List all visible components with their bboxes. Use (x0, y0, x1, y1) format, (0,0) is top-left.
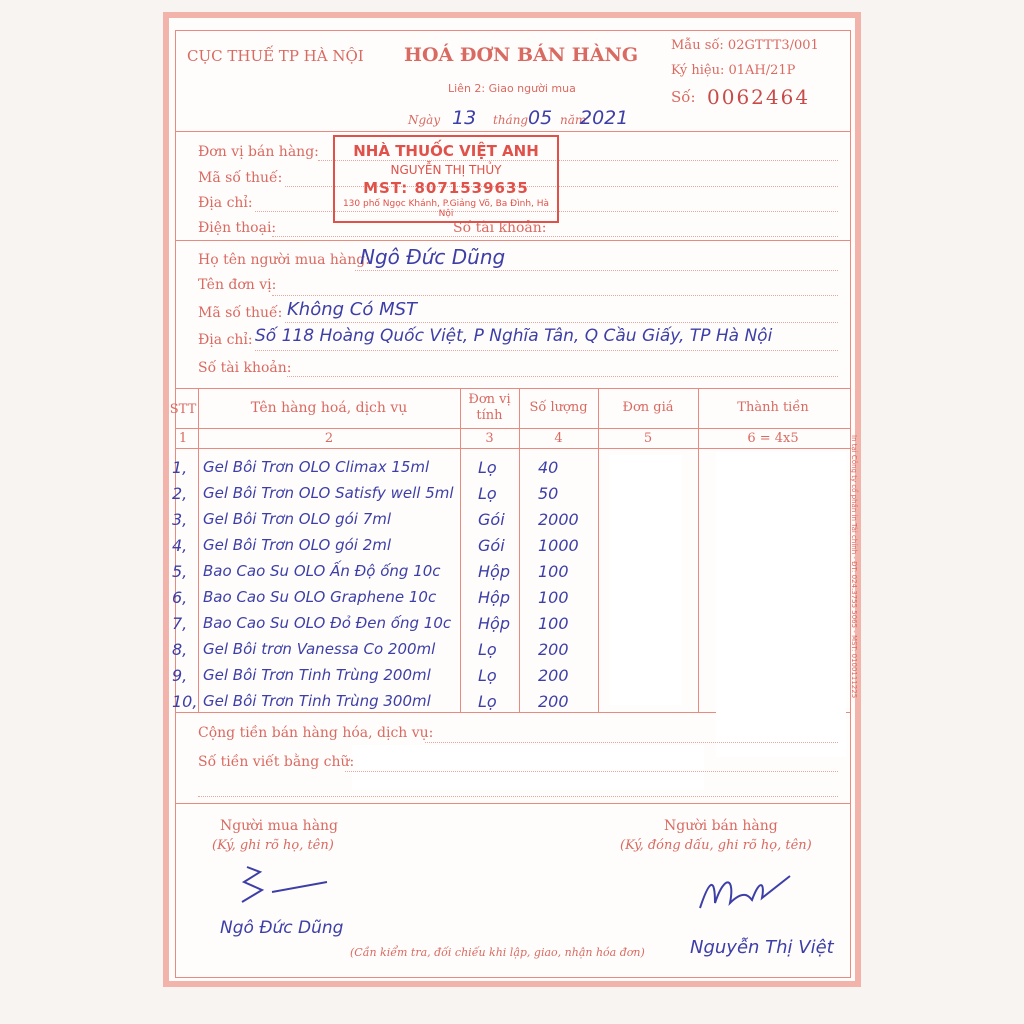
row-unit: Lọ (478, 484, 497, 503)
stamp-tax-code: MST: 8071539635 (363, 179, 529, 197)
row-unit: Hộp (478, 562, 510, 581)
divider (176, 131, 850, 132)
row-unit: Hộp (478, 614, 510, 633)
row-item-name: Gel Bôi Trơn OLO gói 7ml (203, 510, 392, 528)
buyer-sign-hint: (Ký, ghi rõ họ, tên) (212, 838, 334, 853)
date-month-label: tháng (493, 113, 529, 127)
row-quantity: 50 (538, 484, 559, 503)
buyer-unit-label: Tên đơn vị: (198, 277, 277, 293)
buyer-address-label: Địa chỉ: (198, 332, 253, 348)
row-unit: Lọ (478, 666, 497, 685)
seller-signature (690, 868, 810, 928)
row-stt: 1, (172, 458, 188, 477)
row-stt: 7, (172, 614, 188, 633)
col-index-5: 5 (643, 431, 653, 446)
redacted-amount-words (352, 745, 704, 790)
row-stt: 10, (172, 692, 198, 711)
row-unit: Lọ (478, 458, 497, 477)
row-item-name: Bao Cao Su OLO Ấn Độ ống 10c (203, 562, 441, 580)
row-item-name: Gel Bôi Trơn Tinh Trùng 200ml (203, 666, 431, 684)
date-day-label: Ngày (408, 113, 441, 127)
date-month: 05 (528, 107, 553, 129)
col-header-qty: Số lượng (529, 400, 588, 415)
row-quantity: 200 (538, 692, 569, 711)
row-stt: 3, (172, 510, 188, 529)
buyer-signed-name: Ngô Đức Dũng (220, 918, 344, 938)
buyer-account-label: Số tài khoản: (198, 360, 292, 376)
row-quantity: 200 (538, 666, 569, 685)
row-quantity: 200 (538, 640, 569, 659)
row-quantity: 100 (538, 614, 569, 633)
seller-unit-label: Đơn vị bán hàng: (198, 144, 319, 160)
buyer-name: Ngô Đức Dũng (360, 245, 506, 269)
row-stt: 2, (172, 484, 188, 503)
row-unit: Gói (478, 536, 505, 555)
row-quantity: 100 (538, 588, 569, 607)
buyer-tax-label: Mã số thuế: (198, 305, 283, 321)
row-unit: Gói (478, 510, 505, 529)
invoice-symbol: Ký hiệu: 01AH/21P (671, 63, 796, 78)
row-stt: 9, (172, 666, 188, 685)
row-quantity: 1000 (538, 536, 579, 555)
seller-account-label: Số tài khoản: (453, 220, 547, 236)
col-header-unit: Đơn vị tính (468, 392, 511, 423)
row-unit: Lọ (478, 692, 497, 711)
col-header-stt: STT (169, 402, 197, 417)
row-item-name: Bao Cao Su OLO Graphene 10c (203, 588, 437, 606)
redacted-unit-prices (610, 455, 682, 705)
stamp-shop-name: NHÀ THUỐC VIỆT ANH (353, 142, 539, 160)
row-item-name: Gel Bôi trơn Vanessa Co 200ml (203, 640, 436, 658)
seller-address-label: Địa chỉ: (198, 195, 253, 211)
buyer-sign-title: Người mua hàng (220, 818, 339, 834)
row-unit: Lọ (478, 640, 497, 659)
amount-words-label: Số tiền viết bằng chữ: (198, 754, 355, 770)
buyer-address: Số 118 Hoàng Quốc Việt, P Nghĩa Tân, Q Cầu Giấy, TP Hà Nội (255, 326, 773, 346)
row-stt: 8, (172, 640, 188, 659)
invoice-number-label: Số: (671, 88, 696, 106)
col-index-4: 4 (554, 431, 563, 446)
col-index-3: 3 (485, 431, 494, 446)
invoice-title: HOÁ ĐƠN BÁN HÀNG (404, 44, 639, 66)
date-year: 2021 (580, 107, 629, 129)
divider (176, 240, 850, 241)
row-quantity: 2000 (538, 510, 579, 529)
row-unit: Hộp (478, 588, 510, 607)
seller-stamp (333, 135, 559, 223)
col-header-price: Đơn giá (622, 400, 674, 415)
row-item-name: Gel Bôi Trơn OLO Climax 15ml (203, 458, 430, 476)
verification-note: (Cần kiểm tra, đối chiếu khi lập, giao, nhận hóa đơn) (350, 946, 645, 959)
date-year-label: năm (560, 113, 587, 127)
row-item-name: Gel Bôi Trơn OLO Satisfy well 5ml (203, 484, 454, 502)
stamp-address: 130 phố Ngọc Khánh, P.Giảng Võ, Ba Đình, Hà Nội (342, 199, 550, 219)
copy-label: Liên 2: Giao người mua (448, 82, 576, 95)
seller-tax-label: Mã số thuế: (198, 170, 283, 186)
seller-phone-label: Điện thoại: (198, 220, 277, 236)
buyer-signature (232, 862, 342, 922)
col-index-2: 2 (324, 431, 334, 446)
row-item-name: Gel Bôi Trơn OLO gói 2ml (203, 536, 392, 554)
buyer-tax: Không Có MST (287, 299, 418, 320)
buyer-name-label: Họ tên người mua hàng: (198, 252, 370, 268)
form-number: Mẫu số: 02GTTT3/001 (671, 38, 819, 53)
stamp-owner: NGUYỄN THỊ THỦY (390, 163, 502, 177)
tax-authority: CỤC THUẾ TP HÀ NỘI (187, 47, 364, 65)
invoice-number: 0062464 (707, 85, 811, 109)
col-header-total: Thành tiền (737, 400, 809, 415)
date-day: 13 (452, 107, 477, 129)
seller-signed-name: Nguyễn Thị Việt (690, 937, 834, 958)
printer-info: In tại Công ty cổ phần in Tài chính - ĐT: 024.3755 5065 - MST: 0100111225 (850, 435, 858, 699)
sum-label: Cộng tiền bán hàng hóa, dịch vụ: (198, 725, 434, 741)
row-quantity: 100 (538, 562, 569, 581)
col-index-1: 1 (178, 431, 188, 446)
row-item-name: Gel Bôi Trơn Tinh Trùng 300ml (203, 692, 431, 710)
col-index-6: 6 = 4x5 (747, 431, 799, 446)
row-stt: 4, (172, 536, 188, 555)
row-quantity: 40 (538, 458, 559, 477)
col-header-name: Tên hàng hoá, dịch vụ (250, 400, 408, 416)
row-stt: 5, (172, 562, 188, 581)
seller-sign-title: Người bán hàng (664, 818, 778, 834)
row-stt: 6, (172, 588, 188, 607)
redacted-line-totals (716, 452, 846, 757)
row-item-name: Bao Cao Su OLO Đỏ Đen ống 10c (203, 614, 452, 632)
seller-sign-hint: (Ký, đóng dấu, ghi rõ họ, tên) (620, 838, 812, 853)
